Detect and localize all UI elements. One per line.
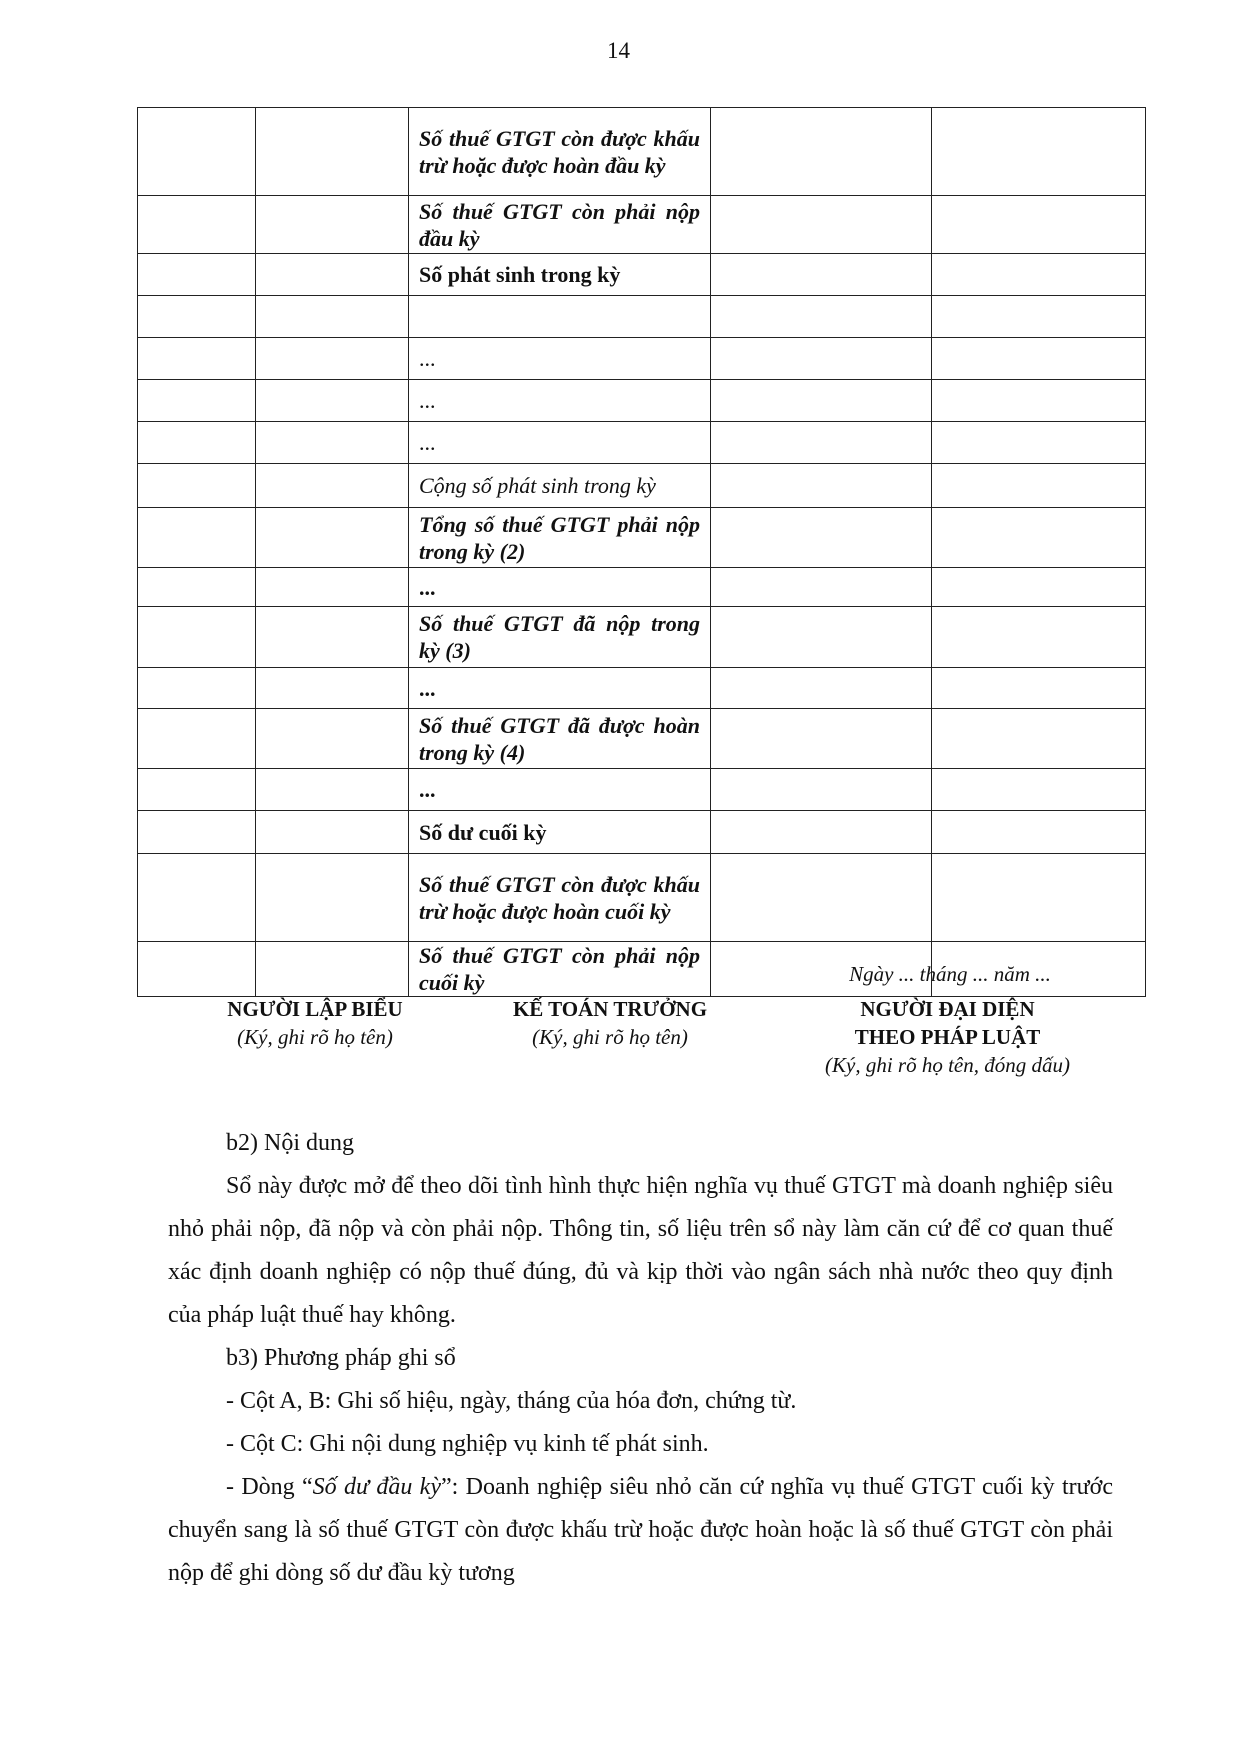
col-d-cell: [711, 296, 932, 338]
col-a-cell: [138, 108, 256, 196]
section-b2-heading: b2) Nội dung: [226, 1130, 354, 1156]
col-e-cell: [932, 196, 1146, 254]
col-b-cell: [256, 811, 409, 854]
col-a-cell: [138, 769, 256, 811]
table-row: [138, 607, 1146, 668]
col-e-cell: [932, 508, 1146, 568]
representative-note: (Ký, ghi rõ họ tên, đóng dấu): [825, 1053, 1070, 1077]
col-b-cell: [256, 380, 409, 422]
col-c-cell: ...: [409, 769, 711, 811]
col-e-cell: [932, 380, 1146, 422]
col-b-cell: [256, 338, 409, 380]
opening-balance-term: Số dư đầu kỳ: [312, 1474, 441, 1500]
table-row: [138, 296, 1146, 338]
col-a-cell: [138, 709, 256, 769]
table-row: [138, 568, 1146, 607]
section-b2-paragraph: Sổ này được mở để theo dõi tình hình thực hiện nghĩa vụ thuế GTGT mà doanh nghiệp siêu nhỏ phải nộp, đã nộp và còn phải nộp. Thông tin, số liệu trên sổ này làm căn cứ để cơ quan thuế xác định doanh nghiệp có nộp thuế đúng, đủ và kịp thời vào ngân sách nhà nước theo quy định của pháp luật thuế hay không.: [168, 1173, 1113, 1328]
col-a-cell: [138, 380, 256, 422]
table-row: [138, 108, 1146, 196]
col-d-cell: [711, 668, 932, 709]
table-row: [138, 769, 1146, 811]
accountant-title: KẾ TOÁN TRƯỞNG: [512, 997, 708, 1021]
col-b-cell: [256, 296, 409, 338]
section-b3-item-column-c: - Cột C: Ghi nội dung nghiệp vụ kinh tế phát sinh.: [226, 1431, 709, 1457]
col-c-cell: Số thuế GTGT đã nộp trong kỳ (3): [409, 607, 711, 668]
col-c-cell: Số dư cuối kỳ: [409, 811, 711, 854]
table-row: [138, 668, 1146, 709]
opening-balance-prefix: - Dòng “: [226, 1474, 313, 1500]
col-b-cell: [256, 422, 409, 464]
col-c-cell: Cộng số phát sinh trong kỳ: [409, 464, 711, 508]
col-b-cell: [256, 568, 409, 607]
col-e-cell: [932, 769, 1146, 811]
section-b3-item-columns-ab: - Cột A, B: Ghi số hiệu, ngày, tháng của hóa đơn, chứng từ.: [226, 1388, 797, 1414]
col-c-cell: ...: [409, 422, 711, 464]
tax-ledger-body: [138, 108, 1146, 997]
col-d-cell: [711, 568, 932, 607]
col-c-cell: Tổng số thuế GTGT phải nộp trong kỳ (2): [409, 508, 711, 568]
col-b-cell: [256, 709, 409, 769]
preparer-signature-block: [180, 995, 450, 1051]
col-c-cell: ...: [409, 568, 711, 607]
col-b-cell: [256, 607, 409, 668]
col-d-cell: [711, 607, 932, 668]
col-b-cell: [256, 108, 409, 196]
table-row: [138, 380, 1146, 422]
table-row: [138, 811, 1146, 854]
section-b3-heading: b3) Phương pháp ghi sổ: [226, 1345, 456, 1371]
opening-balance-description: ”: Doanh nghiệp siêu nhỏ căn cứ nghĩa vụ thuế GTGT cuối kỳ trước chuyển sang là số thuế GTGT còn được khấu trừ hoặc được hoàn hoặc là số thuế GTGT còn phải nộp để ghi dòng số dư đầu kỳ tương: [168, 1474, 1113, 1586]
table-row: [138, 422, 1146, 464]
col-e-cell: [932, 607, 1146, 668]
col-b-cell: [256, 508, 409, 568]
col-b-cell: [256, 196, 409, 254]
col-e-cell: [932, 254, 1146, 296]
col-a-cell: [138, 464, 256, 508]
representative-title-line-2: THEO PHÁP LUẬT: [854, 1025, 1041, 1049]
col-d-cell: [711, 464, 932, 508]
col-d-cell: [711, 811, 932, 854]
col-a-cell: [138, 942, 256, 997]
col-a-cell: [138, 338, 256, 380]
table-row: [138, 709, 1146, 769]
col-c-cell: Số thuế GTGT còn được khấu trừ hoặc được hoàn cuối kỳ: [409, 854, 711, 942]
col-e-cell: [932, 422, 1146, 464]
tax-ledger-table: [137, 107, 1146, 997]
signature-date-line: Ngày ... tháng ... năm ...: [849, 962, 1051, 986]
preparer-title: NGƯỜI LẬP BIỂU: [227, 997, 403, 1021]
col-c-cell: Số thuế GTGT còn phải nộp cuối kỳ: [409, 942, 711, 997]
col-d-cell: [711, 380, 932, 422]
col-c-cell: Số phát sinh trong kỳ: [409, 254, 711, 296]
legal-representative-signature-block: [775, 995, 1120, 1079]
col-e-cell: [932, 296, 1146, 338]
col-e-cell: [932, 854, 1146, 942]
col-d-cell: [711, 508, 932, 568]
col-b-cell: [256, 854, 409, 942]
instructions-text: [168, 1122, 1113, 1595]
col-e-cell: [932, 811, 1146, 854]
col-e-cell: [932, 464, 1146, 508]
representative-title-line-1: NGƯỜI ĐẠI DIỆN: [860, 997, 1035, 1021]
col-a-cell: [138, 568, 256, 607]
table-row: [138, 338, 1146, 380]
col-d-cell: [711, 769, 932, 811]
col-a-cell: [138, 422, 256, 464]
col-e-cell: [932, 108, 1146, 196]
table-row: [138, 508, 1146, 568]
col-c-cell: ...: [409, 668, 711, 709]
col-a-cell: [138, 607, 256, 668]
accountant-note: (Ký, ghi rõ họ tên): [532, 1025, 688, 1049]
col-a-cell: [138, 196, 256, 254]
col-c-cell: [409, 296, 711, 338]
col-a-cell: [138, 508, 256, 568]
page-number: 14: [607, 38, 630, 63]
col-c-cell: Số thuế GTGT đã được hoàn trong kỳ (4): [409, 709, 711, 769]
col-e-cell: [932, 709, 1146, 769]
col-c-cell: ...: [409, 338, 711, 380]
col-c-cell: Số thuế GTGT còn được khấu trừ hoặc được hoàn đầu kỳ: [409, 108, 711, 196]
col-b-cell: [256, 464, 409, 508]
col-e-cell: [932, 338, 1146, 380]
col-e-cell: [932, 668, 1146, 709]
table-row: [138, 854, 1146, 942]
col-c-cell: ...: [409, 380, 711, 422]
table-row: [138, 464, 1146, 508]
col-b-cell: [256, 668, 409, 709]
preparer-note: (Ký, ghi rõ họ tên): [237, 1025, 393, 1049]
table-row: [138, 196, 1146, 254]
col-d-cell: [711, 338, 932, 380]
col-d-cell: [711, 709, 932, 769]
col-b-cell: [256, 942, 409, 997]
table-row: [138, 254, 1146, 296]
col-a-cell: [138, 854, 256, 942]
col-d-cell: [711, 196, 932, 254]
col-b-cell: [256, 254, 409, 296]
col-d-cell: [711, 108, 932, 196]
col-d-cell: [711, 254, 932, 296]
accountant-signature-block: [470, 995, 750, 1051]
col-a-cell: [138, 811, 256, 854]
col-a-cell: [138, 668, 256, 709]
col-a-cell: [138, 296, 256, 338]
col-c-cell: Số thuế GTGT còn phải nộp đầu kỳ: [409, 196, 711, 254]
col-a-cell: [138, 254, 256, 296]
section-b3-item-opening-balance: [168, 1466, 1113, 1595]
col-e-cell: [932, 568, 1146, 607]
col-d-cell: [711, 854, 932, 942]
col-d-cell: [711, 422, 932, 464]
col-b-cell: [256, 769, 409, 811]
